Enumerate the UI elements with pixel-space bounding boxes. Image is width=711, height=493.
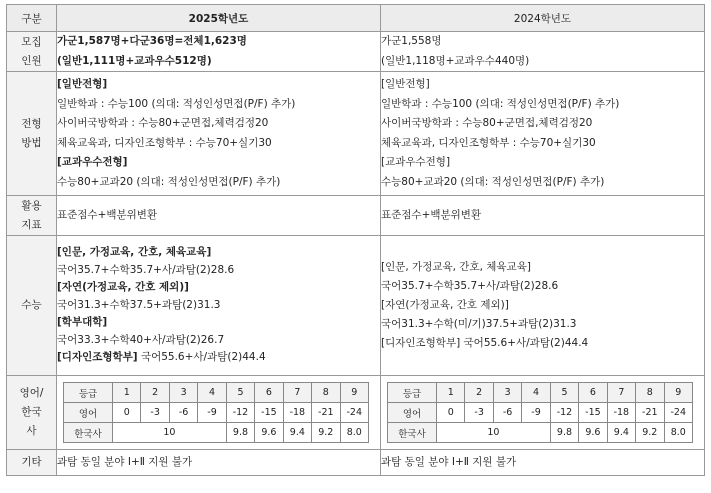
history-score: 9.6	[579, 423, 607, 443]
grade-cell: 9	[664, 383, 693, 403]
grade-header-row	[64, 383, 369, 403]
suneung-2025-heading: [자연(가정교육, 간호 제외)]	[57, 281, 189, 294]
admission-comparison	[6, 4, 704, 476]
method-2025-line: 사이버국방학과 : 수능80+군면접,체력검정20	[57, 117, 269, 129]
label-recruit	[7, 32, 57, 72]
row-method	[7, 72, 705, 196]
english-score: -6	[493, 403, 521, 423]
history-score: 9.4	[607, 423, 635, 443]
recruit-2024	[381, 32, 705, 72]
suneung-2024-line: [인문, 가정교육, 간호, 체육교육]	[381, 261, 531, 273]
grade-cell: 9	[340, 383, 369, 403]
grade-header-row	[388, 383, 693, 403]
english-score: -3	[141, 403, 169, 423]
label-method	[7, 72, 57, 196]
label-english-3: 사	[26, 425, 37, 437]
label-english-2: 한국	[21, 406, 42, 418]
grade-cell: 4	[522, 383, 550, 403]
grade-cell: 3	[169, 383, 197, 403]
history-label: 한국사	[64, 423, 113, 443]
row-english	[7, 376, 705, 450]
label-method-1: 전형	[21, 117, 42, 130]
history-score: 9.8	[550, 423, 578, 443]
history-score-merged: 10	[113, 423, 227, 443]
row-index	[7, 196, 705, 236]
suneung-2025-line: 국어55.6+사/과탐(2)44.4	[137, 351, 266, 364]
english-score-row	[64, 403, 369, 423]
grade-cell: 7	[283, 383, 311, 403]
label-english-1: 영어/	[19, 387, 44, 399]
suneung-2025-line: 국어33.3+수학40+사/과탐(2)26.7	[57, 333, 225, 346]
suneung-2024	[381, 236, 705, 376]
suneung-2025-heading: [디자인조형학부]	[57, 351, 138, 364]
header-2025: 2025학년도	[57, 5, 381, 32]
row-etc	[7, 450, 705, 476]
method-2025-line: 일반학과 : 수능100 (의대: 적성인성면접(P/F) 추가)	[57, 97, 296, 110]
recruit-2025-line: (일반1,111명+교과우수512명)	[57, 54, 212, 67]
history-score: 9.4	[283, 423, 311, 443]
english-label: 영어	[388, 403, 437, 423]
english-score: -24	[664, 403, 693, 423]
label-index-2: 지표	[21, 218, 42, 231]
history-score-row	[64, 423, 369, 443]
method-2024-line: 수능80+교과20 (의대: 적성인성면접(P/F) 추가)	[381, 175, 605, 188]
method-2024-line: 사이버국방학과 : 수능80+군면접,체력검정20	[381, 117, 593, 129]
label-recruit-2: 인원	[21, 54, 42, 67]
label-english	[7, 376, 57, 450]
label-index	[7, 196, 57, 236]
grade-cell: 2	[465, 383, 493, 403]
label-recruit-1: 모집	[21, 35, 42, 48]
method-2025	[57, 72, 381, 196]
recruit-2025	[57, 32, 381, 72]
method-2024-line: 체육교육과, 디자인조형학부 : 수능70+실기30	[381, 136, 596, 149]
history-score: 9.2	[636, 423, 664, 443]
english-score: -6	[169, 403, 197, 423]
grade-cell: 3	[493, 383, 521, 403]
english-score: -15	[579, 403, 607, 423]
history-score: 8.0	[340, 423, 369, 443]
etc-2024: 과탐 동일 분야 Ⅰ+Ⅱ 지원 불가	[381, 450, 705, 476]
index-2025: 표준점수+백분위변환	[57, 196, 381, 236]
comparison-table	[6, 4, 705, 476]
grade-cell: 2	[141, 383, 169, 403]
method-2024-line: [교과우수전형]	[381, 156, 451, 168]
history-score: 9.8	[226, 423, 254, 443]
method-2025-heading: [일반전형]	[57, 78, 108, 90]
english-score: -18	[283, 403, 311, 423]
grade-cell: 1	[437, 383, 465, 403]
history-score-row	[388, 423, 693, 443]
method-2024	[381, 72, 705, 196]
label-index-1: 활용	[21, 199, 42, 212]
header-category: 구분	[7, 5, 57, 32]
suneung-2025-design-line	[57, 349, 380, 367]
english-score: -9	[522, 403, 550, 423]
label-etc: 기타	[7, 450, 57, 476]
recruit-2024-line: 가군1,558명	[381, 35, 442, 47]
grade-header: 등급	[64, 383, 113, 403]
row-recruit	[7, 32, 705, 72]
suneung-2024-line: 국어35.7+수학35.7+사/과탐(2)28.6	[381, 280, 559, 292]
english-score-row	[388, 403, 693, 423]
grade-cell: 5	[226, 383, 254, 403]
method-2025-heading: [교과우수전형]	[57, 156, 128, 168]
method-2024-line: 일반학과 : 수능100 (의대: 적성인성면접(P/F) 추가)	[381, 97, 620, 110]
header-2024: 2024학년도	[381, 5, 705, 32]
grade-cell: 1	[113, 383, 141, 403]
label-suneung: 수능	[7, 236, 57, 376]
english-score: -9	[198, 403, 226, 423]
english-score: -21	[312, 403, 340, 423]
method-2024-line: [일반전형]	[381, 78, 430, 90]
english-label: 영어	[64, 403, 113, 423]
suneung-2025-heading: [인문, 가정교육, 간호, 체육교육]	[57, 246, 212, 259]
english-score: -15	[255, 403, 283, 423]
grade-cell: 6	[255, 383, 283, 403]
history-label: 한국사	[388, 423, 437, 443]
grade-cell: 8	[312, 383, 340, 403]
english-score: -24	[340, 403, 369, 423]
english-score: -12	[226, 403, 254, 423]
history-score: 8.0	[664, 423, 693, 443]
grade-cell: 7	[607, 383, 635, 403]
header-row	[7, 5, 705, 32]
english-score: -3	[465, 403, 493, 423]
grade-table-2025	[63, 382, 369, 443]
method-2025-line: 체육교육과, 디자인조형학부 : 수능70+실기30	[57, 136, 272, 149]
etc-2025: 과탐 동일 분야 Ⅰ+Ⅱ 지원 불가	[57, 450, 381, 476]
method-2025-line: 수능80+교과20 (의대: 적성인성면접(P/F) 추가)	[57, 175, 281, 188]
english-score: 0	[437, 403, 465, 423]
history-score-merged: 10	[437, 423, 551, 443]
grade-cell: 8	[636, 383, 664, 403]
english-score: 0	[113, 403, 141, 423]
english-score: -21	[636, 403, 664, 423]
row-suneung	[7, 236, 705, 376]
suneung-2024-line: 국어31.3+수학(미/기)37.5+과탐(2)31.3	[381, 318, 577, 330]
recruit-2024-line: (일반1,118명+교과우수440명)	[381, 54, 530, 67]
english-score: -18	[607, 403, 635, 423]
suneung-2025	[57, 236, 381, 376]
suneung-2024-line: [자연(가정교육, 간호 제외)]	[381, 299, 509, 311]
suneung-2025-heading: [학부대학]	[57, 316, 108, 329]
label-method-2: 방법	[21, 136, 42, 149]
grade-table-2024	[387, 382, 693, 443]
history-score: 9.2	[312, 423, 340, 443]
suneung-2025-line: 국어35.7+수학35.7+사/과탐(2)28.6	[57, 263, 235, 276]
suneung-2024-line: [디자인조형학부] 국어55.6+사/과탐(2)44.4	[381, 337, 589, 349]
english-2024	[381, 376, 705, 450]
recruit-2025-line: 가군1,587명+다군36명=전체1,623명	[57, 35, 247, 47]
history-score: 9.6	[255, 423, 283, 443]
grade-cell: 4	[198, 383, 226, 403]
grade-cell: 6	[579, 383, 607, 403]
grade-header: 등급	[388, 383, 437, 403]
english-score: -12	[550, 403, 578, 423]
english-2025	[57, 376, 381, 450]
suneung-2025-line: 국어31.3+수학37.5+과탐(2)31.3	[57, 298, 221, 311]
index-2024: 표준점수+백분위변환	[381, 196, 705, 236]
grade-cell: 5	[550, 383, 578, 403]
